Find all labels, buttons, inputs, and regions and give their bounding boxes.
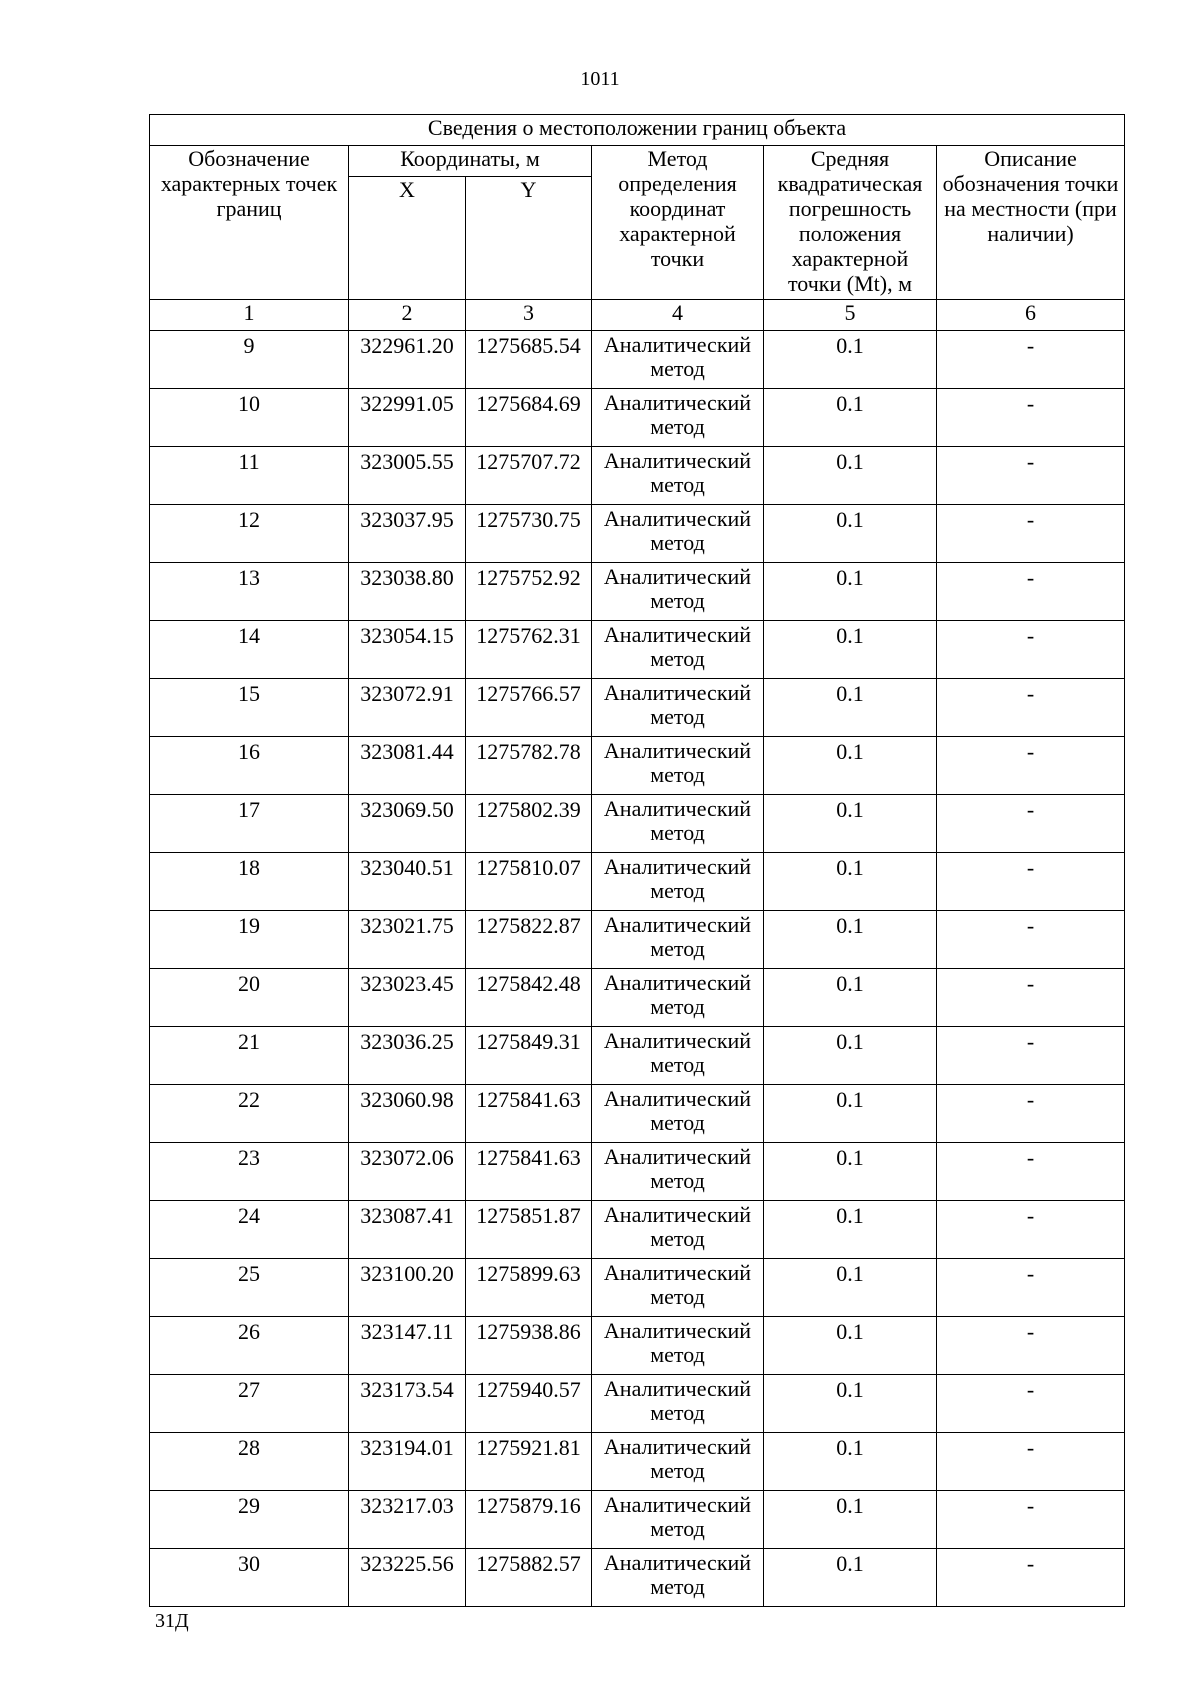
header-method: Метод определения координат характерной точки bbox=[592, 146, 764, 300]
cell-error: 0.1 bbox=[764, 1375, 937, 1433]
cell-method: Аналитический метод bbox=[592, 1549, 764, 1607]
cell-error: 0.1 bbox=[764, 1143, 937, 1201]
table-row bbox=[150, 1259, 1125, 1317]
cell-y: 1275730.75 bbox=[466, 505, 592, 563]
cell-x: 323069.50 bbox=[349, 795, 466, 853]
cell-point: 21 bbox=[150, 1027, 349, 1085]
cell-x: 323194.01 bbox=[349, 1433, 466, 1491]
cell-y: 1275921.81 bbox=[466, 1433, 592, 1491]
cell-description: - bbox=[937, 563, 1125, 621]
table-row bbox=[150, 1201, 1125, 1259]
cell-y: 1275707.72 bbox=[466, 447, 592, 505]
cell-x: 322961.20 bbox=[349, 331, 466, 389]
cell-x: 323225.56 bbox=[349, 1549, 466, 1607]
cell-method: Аналитический метод bbox=[592, 911, 764, 969]
cell-point: 16 bbox=[150, 737, 349, 795]
cell-point: 25 bbox=[150, 1259, 349, 1317]
cell-error: 0.1 bbox=[764, 1433, 937, 1491]
cell-description: - bbox=[937, 505, 1125, 563]
boundary-coordinates-table bbox=[149, 114, 1125, 1607]
cell-point: 29 bbox=[150, 1491, 349, 1549]
cell-x: 322991.05 bbox=[349, 389, 466, 447]
cell-point: 17 bbox=[150, 795, 349, 853]
cell-error: 0.1 bbox=[764, 1491, 937, 1549]
cell-y: 1275879.16 bbox=[466, 1491, 592, 1549]
cell-error: 0.1 bbox=[764, 563, 937, 621]
cell-method: Аналитический метод bbox=[592, 389, 764, 447]
header-error: Средняя квадратическая погрешность положения характерной точки (Mt), м bbox=[764, 146, 937, 300]
cell-description: - bbox=[937, 853, 1125, 911]
cell-error: 0.1 bbox=[764, 447, 937, 505]
header-x: X bbox=[349, 177, 466, 300]
column-number: 6 bbox=[937, 300, 1125, 331]
cell-error: 0.1 bbox=[764, 1027, 937, 1085]
cell-description: - bbox=[937, 795, 1125, 853]
cell-x: 323147.11 bbox=[349, 1317, 466, 1375]
cell-y: 1275822.87 bbox=[466, 911, 592, 969]
cell-description: - bbox=[937, 447, 1125, 505]
cell-error: 0.1 bbox=[764, 1317, 937, 1375]
cell-y: 1275938.86 bbox=[466, 1317, 592, 1375]
cell-point: 11 bbox=[150, 447, 349, 505]
cell-description: - bbox=[937, 1143, 1125, 1201]
header-point: Обозначение характерных точек границ bbox=[150, 146, 349, 300]
cell-error: 0.1 bbox=[764, 737, 937, 795]
table-row bbox=[150, 795, 1125, 853]
table-row bbox=[150, 505, 1125, 563]
cell-method: Аналитический метод bbox=[592, 1375, 764, 1433]
cell-method: Аналитический метод bbox=[592, 1143, 764, 1201]
cell-x: 323173.54 bbox=[349, 1375, 466, 1433]
cell-x: 323021.75 bbox=[349, 911, 466, 969]
cell-point: 24 bbox=[150, 1201, 349, 1259]
cell-y: 1275766.57 bbox=[466, 679, 592, 737]
header-y: Y bbox=[466, 177, 592, 300]
cell-y: 1275841.63 bbox=[466, 1085, 592, 1143]
cell-y: 1275899.63 bbox=[466, 1259, 592, 1317]
cell-method: Аналитический метод bbox=[592, 331, 764, 389]
cell-y: 1275810.07 bbox=[466, 853, 592, 911]
cell-point: 23 bbox=[150, 1143, 349, 1201]
cell-y: 1275684.69 bbox=[466, 389, 592, 447]
table-row bbox=[150, 1549, 1125, 1607]
cell-y: 1275841.63 bbox=[466, 1143, 592, 1201]
cell-x: 323060.98 bbox=[349, 1085, 466, 1143]
header-description: Описание обозначения точки на местности (при наличии) bbox=[937, 146, 1125, 300]
cell-x: 323072.06 bbox=[349, 1143, 466, 1201]
cell-x: 323054.15 bbox=[349, 621, 466, 679]
table-row bbox=[150, 1027, 1125, 1085]
cell-description: - bbox=[937, 1317, 1125, 1375]
cell-description: - bbox=[937, 1491, 1125, 1549]
cell-method: Аналитический метод bbox=[592, 621, 764, 679]
cell-description: - bbox=[937, 389, 1125, 447]
cell-method: Аналитический метод bbox=[592, 853, 764, 911]
cell-y: 1275849.31 bbox=[466, 1027, 592, 1085]
cell-description: - bbox=[937, 1375, 1125, 1433]
cell-method: Аналитический метод bbox=[592, 1085, 764, 1143]
table-row bbox=[150, 621, 1125, 679]
cell-point: 20 bbox=[150, 969, 349, 1027]
cell-y: 1275782.78 bbox=[466, 737, 592, 795]
cell-point: 9 bbox=[150, 331, 349, 389]
cell-description: - bbox=[937, 331, 1125, 389]
cell-x: 323005.55 bbox=[349, 447, 466, 505]
cell-description: - bbox=[937, 737, 1125, 795]
cell-error: 0.1 bbox=[764, 795, 937, 853]
table-body bbox=[150, 331, 1125, 1607]
cell-point: 10 bbox=[150, 389, 349, 447]
cell-error: 0.1 bbox=[764, 969, 937, 1027]
cell-method: Аналитический метод bbox=[592, 1491, 764, 1549]
cell-method: Аналитический метод bbox=[592, 1259, 764, 1317]
table-row bbox=[150, 1433, 1125, 1491]
table-row bbox=[150, 737, 1125, 795]
cell-method: Аналитический метод bbox=[592, 679, 764, 737]
cell-method: Аналитический метод bbox=[592, 1317, 764, 1375]
cell-point: 14 bbox=[150, 621, 349, 679]
cell-point: 19 bbox=[150, 911, 349, 969]
cell-error: 0.1 bbox=[764, 389, 937, 447]
cell-y: 1275802.39 bbox=[466, 795, 592, 853]
cell-error: 0.1 bbox=[764, 1201, 937, 1259]
cell-y: 1275851.87 bbox=[466, 1201, 592, 1259]
table-row bbox=[150, 1491, 1125, 1549]
cell-x: 323081.44 bbox=[349, 737, 466, 795]
cell-y: 1275752.92 bbox=[466, 563, 592, 621]
cell-point: 12 bbox=[150, 505, 349, 563]
cell-point: 30 bbox=[150, 1549, 349, 1607]
cell-error: 0.1 bbox=[764, 1259, 937, 1317]
table-row bbox=[150, 331, 1125, 389]
cell-error: 0.1 bbox=[764, 1549, 937, 1607]
cell-description: - bbox=[937, 1259, 1125, 1317]
header-coords: Координаты, м bbox=[349, 146, 592, 177]
table-row bbox=[150, 1143, 1125, 1201]
cell-x: 323037.95 bbox=[349, 505, 466, 563]
cell-method: Аналитический метод bbox=[592, 1027, 764, 1085]
cell-method: Аналитический метод bbox=[592, 1201, 764, 1259]
footer-code: 31Д bbox=[155, 1610, 189, 1632]
column-number: 3 bbox=[466, 300, 592, 331]
cell-method: Аналитический метод bbox=[592, 969, 764, 1027]
cell-y: 1275842.48 bbox=[466, 969, 592, 1027]
cell-method: Аналитический метод bbox=[592, 447, 764, 505]
cell-x: 323023.45 bbox=[349, 969, 466, 1027]
table-row bbox=[150, 389, 1125, 447]
cell-error: 0.1 bbox=[764, 1085, 937, 1143]
cell-description: - bbox=[937, 1433, 1125, 1491]
cell-description: - bbox=[937, 1085, 1125, 1143]
cell-description: - bbox=[937, 969, 1125, 1027]
table-row bbox=[150, 679, 1125, 737]
cell-method: Аналитический метод bbox=[592, 737, 764, 795]
cell-x: 323040.51 bbox=[349, 853, 466, 911]
cell-error: 0.1 bbox=[764, 331, 937, 389]
cell-y: 1275940.57 bbox=[466, 1375, 592, 1433]
table-caption: Сведения о местоположении границ объекта bbox=[150, 115, 1125, 146]
cell-description: - bbox=[937, 679, 1125, 737]
cell-y: 1275685.54 bbox=[466, 331, 592, 389]
column-number: 2 bbox=[349, 300, 466, 331]
column-number: 5 bbox=[764, 300, 937, 331]
cell-description: - bbox=[937, 621, 1125, 679]
table-row bbox=[150, 1375, 1125, 1433]
cell-description: - bbox=[937, 911, 1125, 969]
cell-error: 0.1 bbox=[764, 679, 937, 737]
table-row bbox=[150, 853, 1125, 911]
column-number: 1 bbox=[150, 300, 349, 331]
table-row bbox=[150, 911, 1125, 969]
cell-x: 323038.80 bbox=[349, 563, 466, 621]
cell-method: Аналитический метод bbox=[592, 795, 764, 853]
table-row bbox=[150, 1317, 1125, 1375]
cell-point: 18 bbox=[150, 853, 349, 911]
cell-description: - bbox=[937, 1549, 1125, 1607]
cell-error: 0.1 bbox=[764, 911, 937, 969]
table-row bbox=[150, 447, 1125, 505]
cell-point: 22 bbox=[150, 1085, 349, 1143]
cell-x: 323087.41 bbox=[349, 1201, 466, 1259]
cell-point: 26 bbox=[150, 1317, 349, 1375]
cell-y: 1275762.31 bbox=[466, 621, 592, 679]
cell-description: - bbox=[937, 1027, 1125, 1085]
table-row bbox=[150, 969, 1125, 1027]
cell-method: Аналитический метод bbox=[592, 563, 764, 621]
cell-description: - bbox=[937, 1201, 1125, 1259]
cell-error: 0.1 bbox=[764, 621, 937, 679]
cell-point: 28 bbox=[150, 1433, 349, 1491]
cell-x: 323036.25 bbox=[349, 1027, 466, 1085]
cell-x: 323072.91 bbox=[349, 679, 466, 737]
page-number: 1011 bbox=[580, 68, 620, 90]
cell-point: 27 bbox=[150, 1375, 349, 1433]
column-number: 4 bbox=[592, 300, 764, 331]
cell-method: Аналитический метод bbox=[592, 1433, 764, 1491]
cell-y: 1275882.57 bbox=[466, 1549, 592, 1607]
table-row bbox=[150, 1085, 1125, 1143]
cell-point: 13 bbox=[150, 563, 349, 621]
cell-error: 0.1 bbox=[764, 505, 937, 563]
cell-x: 323217.03 bbox=[349, 1491, 466, 1549]
cell-method: Аналитический метод bbox=[592, 505, 764, 563]
cell-point: 15 bbox=[150, 679, 349, 737]
cell-x: 323100.20 bbox=[349, 1259, 466, 1317]
cell-error: 0.1 bbox=[764, 853, 937, 911]
table-row bbox=[150, 563, 1125, 621]
